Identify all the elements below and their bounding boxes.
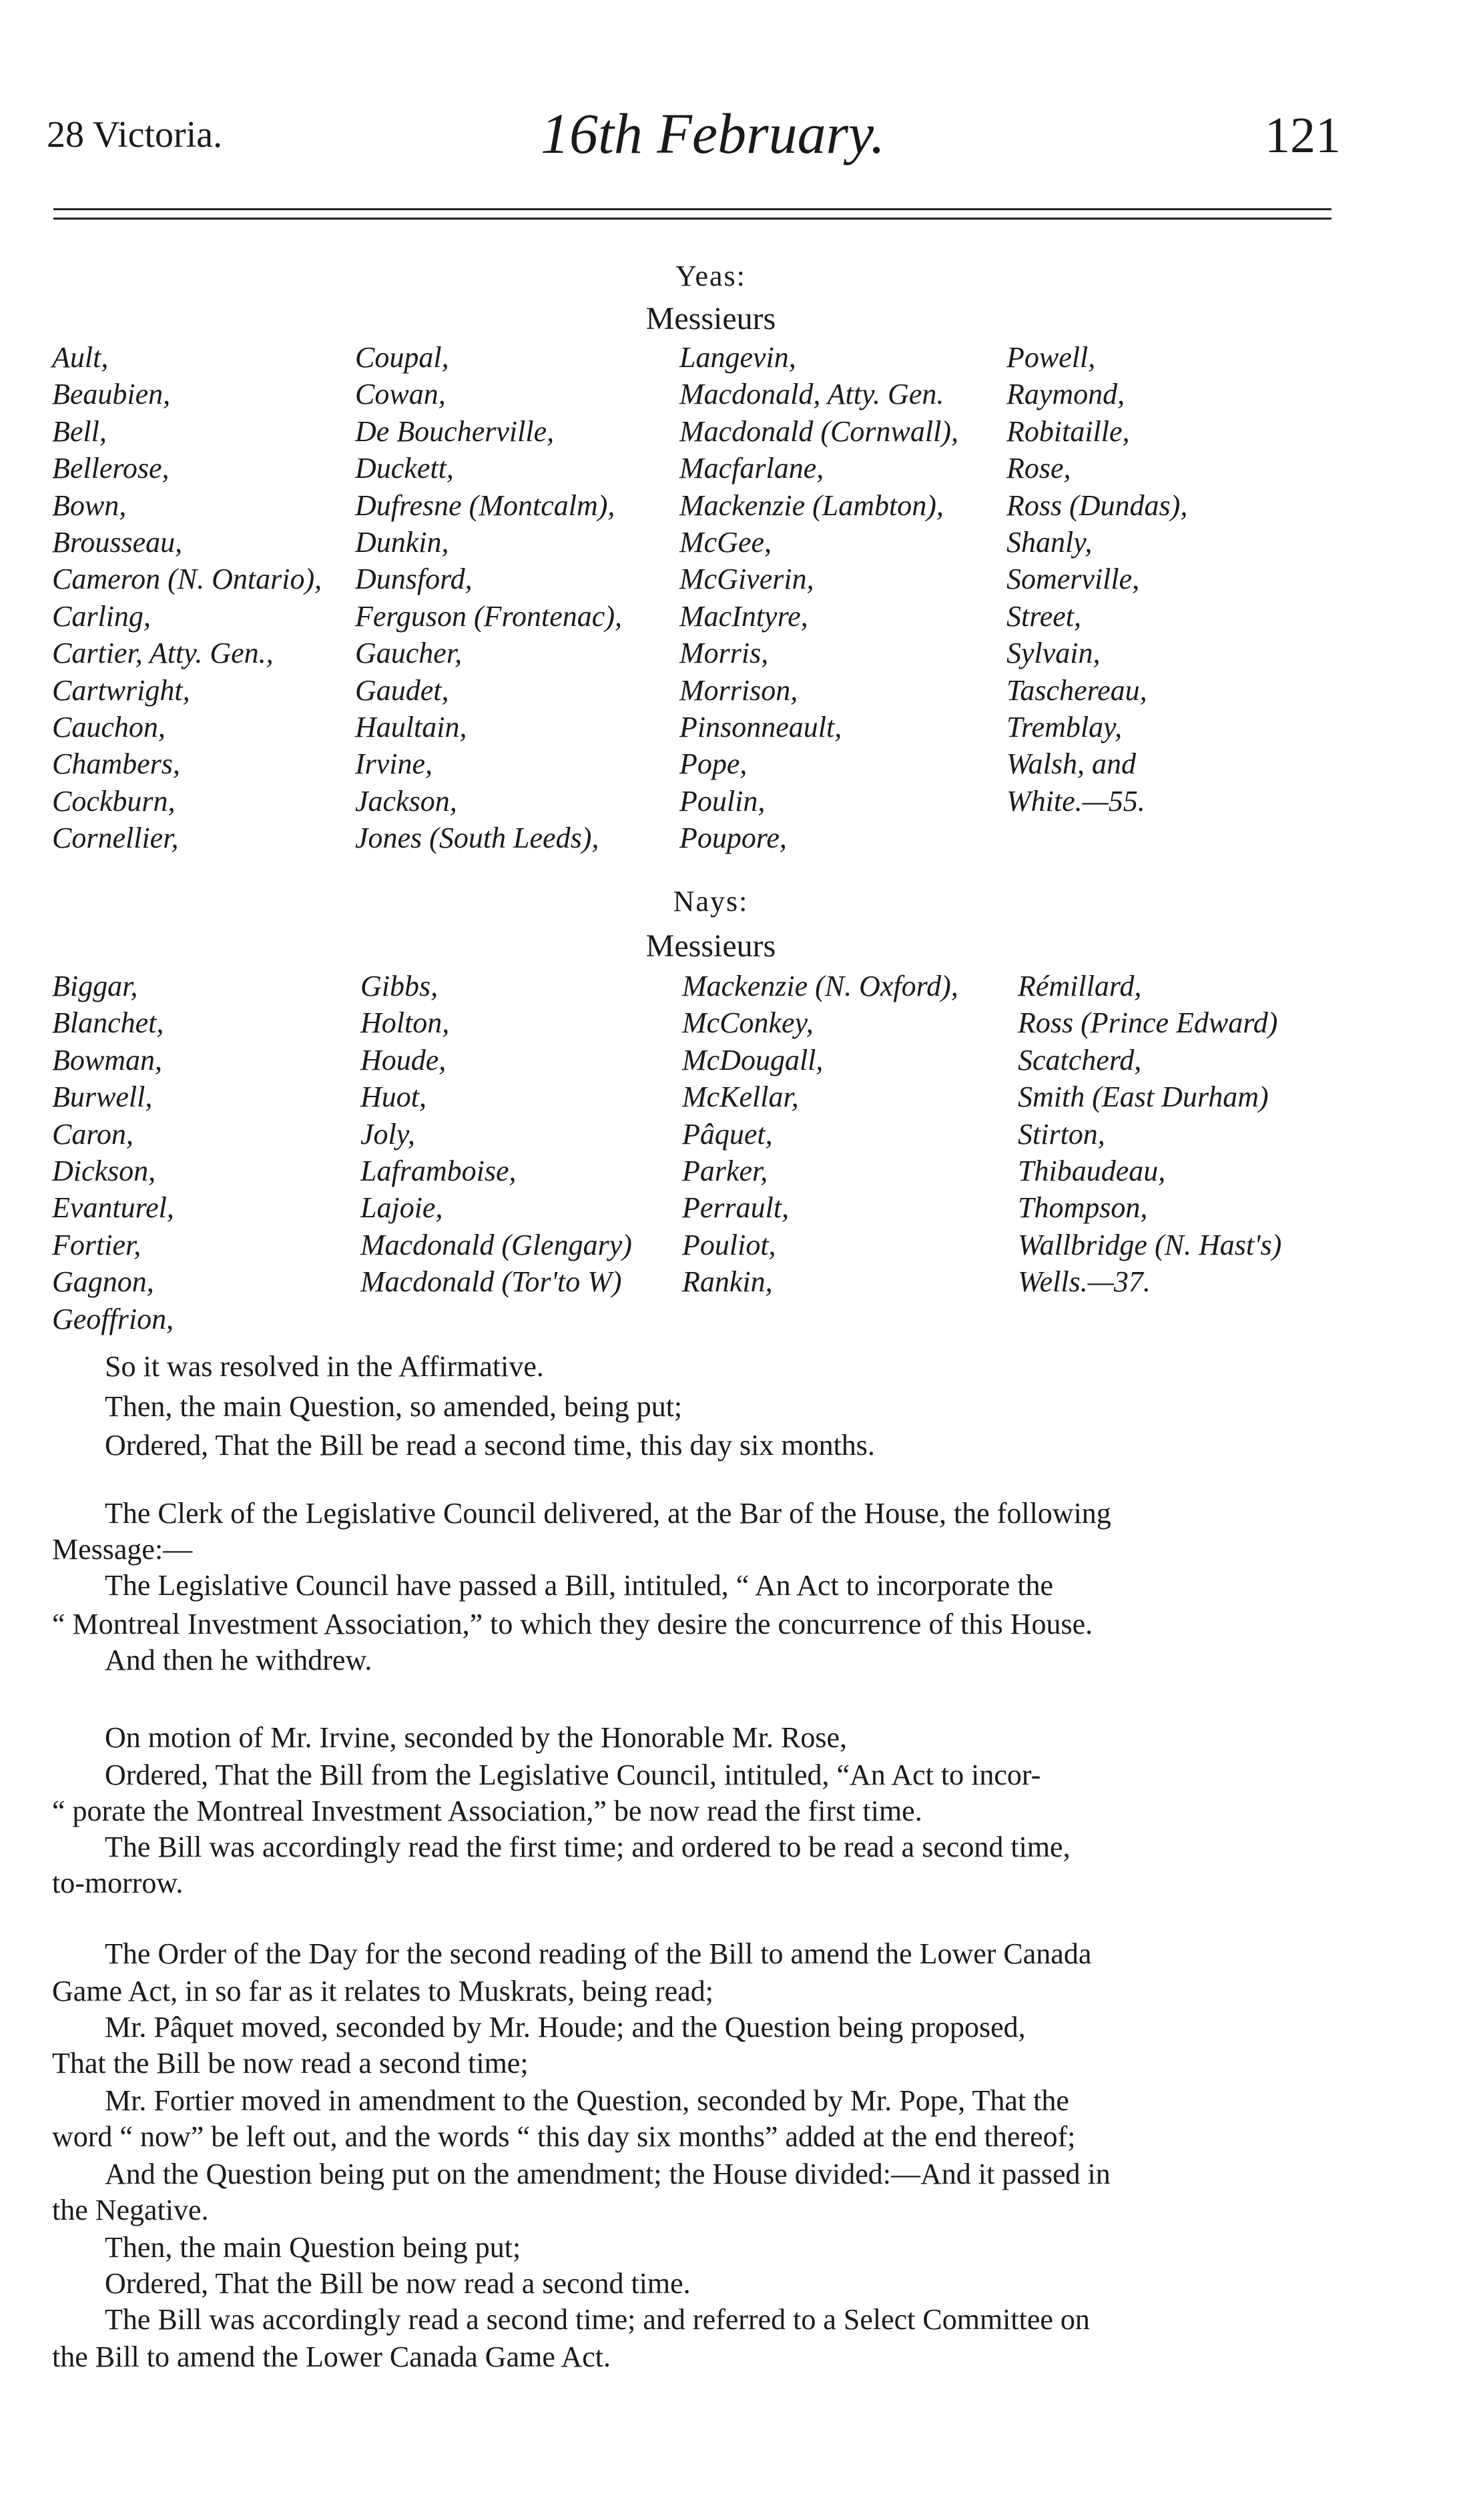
member-name: Ross (Dundas),	[1006, 489, 1188, 522]
member-name: Laframboise,	[360, 1155, 517, 1187]
member-name: Mackenzie (Lambton),	[679, 489, 944, 522]
text-line: Ordered, That the Bill be now read a second time.	[105, 2267, 691, 2300]
member-name: Walsh, and	[1006, 747, 1136, 781]
member-name: Mackenzie (N. Oxford),	[682, 970, 958, 1002]
member-name: Dickson,	[52, 1155, 156, 1187]
nays-subheading: Messieurs	[645, 928, 776, 964]
member-name: Street,	[1006, 599, 1081, 633]
member-name: Caron,	[52, 1117, 133, 1151]
member-name: Burwell,	[52, 1080, 153, 1114]
member-name: De Boucherville,	[355, 414, 555, 448]
text-line: So it was resolved in the Affirmative.	[105, 1350, 544, 1383]
member-name: Parker,	[682, 1155, 768, 1187]
member-name: Bowman,	[52, 1043, 162, 1076]
member-name: Gibbs,	[360, 970, 438, 1002]
member-name: Macdonald (Glengary)	[360, 1228, 632, 1261]
text-line: Then, the main Question, so amended, being put;	[105, 1390, 683, 1423]
member-name: Houde,	[360, 1043, 447, 1076]
member-name: Ferguson (Frontenac),	[355, 599, 622, 633]
member-name: Blanchet,	[52, 1006, 164, 1040]
member-name: Gagnon,	[52, 1265, 154, 1299]
member-name: Dunkin,	[355, 526, 449, 559]
member-name: Smith (East Durham)	[1018, 1080, 1269, 1114]
member-name: Cameron (N. Ontario),	[52, 563, 322, 596]
member-name: Cornellier,	[52, 822, 179, 855]
member-name: Sylvain,	[1006, 637, 1101, 670]
member-name: Powell,	[1006, 341, 1096, 374]
member-name: Cauchon,	[52, 711, 166, 743]
yeas-subheading: Messieurs	[645, 301, 776, 336]
member-name: Dunsford,	[355, 563, 473, 596]
yeas-heading: Yeas:	[675, 260, 746, 292]
member-name: Pope,	[679, 747, 748, 781]
member-name: Shanly,	[1006, 526, 1093, 559]
member-name: Stirton,	[1018, 1117, 1105, 1151]
header-rule-bottom	[53, 218, 1331, 220]
member-name: Chambers,	[52, 747, 180, 781]
member-name: Ross (Prince Edward)	[1018, 1006, 1278, 1040]
member-name: Thompson,	[1018, 1191, 1148, 1225]
member-name: Rémillard,	[1018, 970, 1142, 1002]
text-line: Game Act, in so far as it relates to Muskrats, being read;	[52, 1975, 713, 2007]
member-name: McGiverin,	[679, 563, 814, 596]
member-name: Thibaudeau,	[1018, 1155, 1166, 1187]
member-name: MacIntyre,	[679, 599, 808, 633]
running-head-session: 28 Victoria.	[47, 114, 223, 155]
page-number: 121	[1265, 107, 1341, 164]
member-name: Holton,	[360, 1006, 450, 1040]
member-name: Haultain,	[355, 711, 467, 743]
member-name: Macdonald (Tor'to W)	[360, 1265, 622, 1299]
member-name: Huot,	[360, 1080, 426, 1114]
text-line: Mr. Fortier moved in amendment to the Question, seconded by Mr. Pope, That the	[105, 2084, 1069, 2117]
member-name: Joly,	[360, 1117, 415, 1151]
text-line: Ordered, That the Bill from the Legislative Council, intituled, “An Act to incor-	[105, 1759, 1041, 1791]
member-name: Evanturel,	[52, 1191, 174, 1225]
member-name: Bell,	[52, 414, 107, 448]
text-line: On motion of Mr. Irvine, seconded by the Honorable Mr. Rose,	[105, 1721, 848, 1754]
member-name: Poupore,	[679, 822, 787, 855]
member-name: Jackson,	[355, 784, 457, 818]
member-name: Morris,	[679, 637, 769, 670]
member-name: Morrison,	[679, 673, 798, 707]
member-name: Cockburn,	[52, 784, 176, 818]
text-line: word “ now” be left out, and the words “ this day six months” added at the end thereof;	[52, 2120, 1076, 2153]
member-name: McGee,	[679, 526, 772, 559]
member-name: McConkey,	[682, 1006, 814, 1040]
member-name: Macdonald (Cornwall),	[679, 414, 958, 448]
member-name: Coupal,	[355, 341, 449, 374]
member-name: Beaubien,	[52, 378, 171, 411]
member-name: Lajoie,	[360, 1191, 443, 1225]
text-line: “ Montreal Investment Association,” to which they desire the concurrence of this House.	[52, 1608, 1093, 1640]
member-name: Tremblay,	[1006, 711, 1123, 743]
member-name: Pouliot,	[682, 1228, 776, 1261]
member-name: Jones (South Leeds),	[355, 822, 599, 855]
text-line: And then he withdrew.	[105, 1644, 372, 1676]
member-name: McDougall,	[682, 1043, 824, 1076]
header-rule-top	[53, 208, 1331, 210]
member-name: Dufresne (Montcalm),	[355, 489, 615, 522]
text-line: “ porate the Montreal Investment Association,” be now read the first time.	[52, 1795, 922, 1827]
text-line: the Bill to amend the Lower Canada Game Act.	[52, 2340, 611, 2373]
member-name: McKellar,	[682, 1080, 799, 1114]
text-line: And the Question being put on the amendment; the House divided:—And it passed in	[105, 2158, 1111, 2190]
text-line: to-morrow.	[52, 1867, 184, 1899]
text-line: The Legislative Council have passed a Bill, intituled, “ An Act to incorporate the	[105, 1569, 1054, 1602]
member-name: Cartwright,	[52, 673, 190, 707]
member-name: Somerville,	[1006, 563, 1140, 596]
member-name: Rankin,	[682, 1265, 773, 1299]
nays-heading: Nays:	[673, 885, 749, 918]
member-name: Rose,	[1006, 452, 1071, 485]
member-name: Wallbridge (N. Hast's)	[1018, 1228, 1282, 1261]
member-name: Gaucher,	[355, 637, 463, 670]
member-name: Gaudet,	[355, 673, 449, 707]
member-name: Wells.—37.	[1018, 1265, 1151, 1299]
member-name: Brousseau,	[52, 526, 183, 559]
member-name: Cartier, Atty. Gen.,	[52, 637, 274, 670]
member-name: Poulin,	[679, 784, 766, 818]
text-line: Then, the main Question being put;	[105, 2231, 521, 2264]
member-name: Ault,	[52, 341, 109, 374]
member-name: Bown,	[52, 489, 127, 522]
member-name: Pâquet,	[682, 1117, 773, 1151]
text-line: Ordered, That the Bill be read a second time, this day six months.	[105, 1429, 875, 1462]
member-name: Perrault,	[682, 1191, 790, 1225]
member-name: Langevin,	[679, 341, 796, 374]
text-line: Mr. Pâquet moved, seconded by Mr. Houde; and the Question being proposed,	[105, 2011, 1026, 2043]
text-line: The Bill was accordingly read the first time; and ordered to be read a second time,	[105, 1831, 1071, 1863]
member-name: Biggar,	[52, 970, 138, 1002]
text-line: The Order of the Day for the second reading of the Bill to amend the Lower Canada	[105, 1937, 1092, 1970]
text-line: The Clerk of the Legislative Council delivered, at the Bar of the House, the following	[105, 1497, 1111, 1530]
text-line: Message:—	[52, 1533, 193, 1566]
member-name: Bellerose,	[52, 452, 170, 485]
member-name: Macdonald, Atty. Gen.	[679, 378, 944, 411]
member-name: Raymond,	[1006, 378, 1125, 411]
member-name: Irvine,	[355, 747, 433, 781]
member-name: Robitaille,	[1006, 414, 1130, 448]
page-date-heading: 16th February.	[541, 101, 885, 166]
member-name: Carling,	[52, 599, 151, 633]
member-name: White.—55.	[1006, 784, 1145, 818]
member-name: Pinsonneault,	[679, 711, 842, 743]
member-name: Taschereau,	[1006, 673, 1147, 707]
text-line: That the Bill be now read a second time;	[52, 2047, 529, 2080]
text-line: The Bill was accordingly read a second time; and referred to a Select Committee on	[105, 2303, 1090, 2336]
member-name: Cowan,	[355, 378, 446, 411]
member-name: Fortier,	[52, 1228, 141, 1261]
text-line: the Negative.	[52, 2194, 209, 2226]
member-name: Macfarlane,	[679, 452, 824, 485]
member-name: Geoffrion,	[52, 1302, 174, 1335]
member-name: Duckett,	[355, 452, 454, 485]
member-name: Scatcherd,	[1018, 1043, 1142, 1076]
